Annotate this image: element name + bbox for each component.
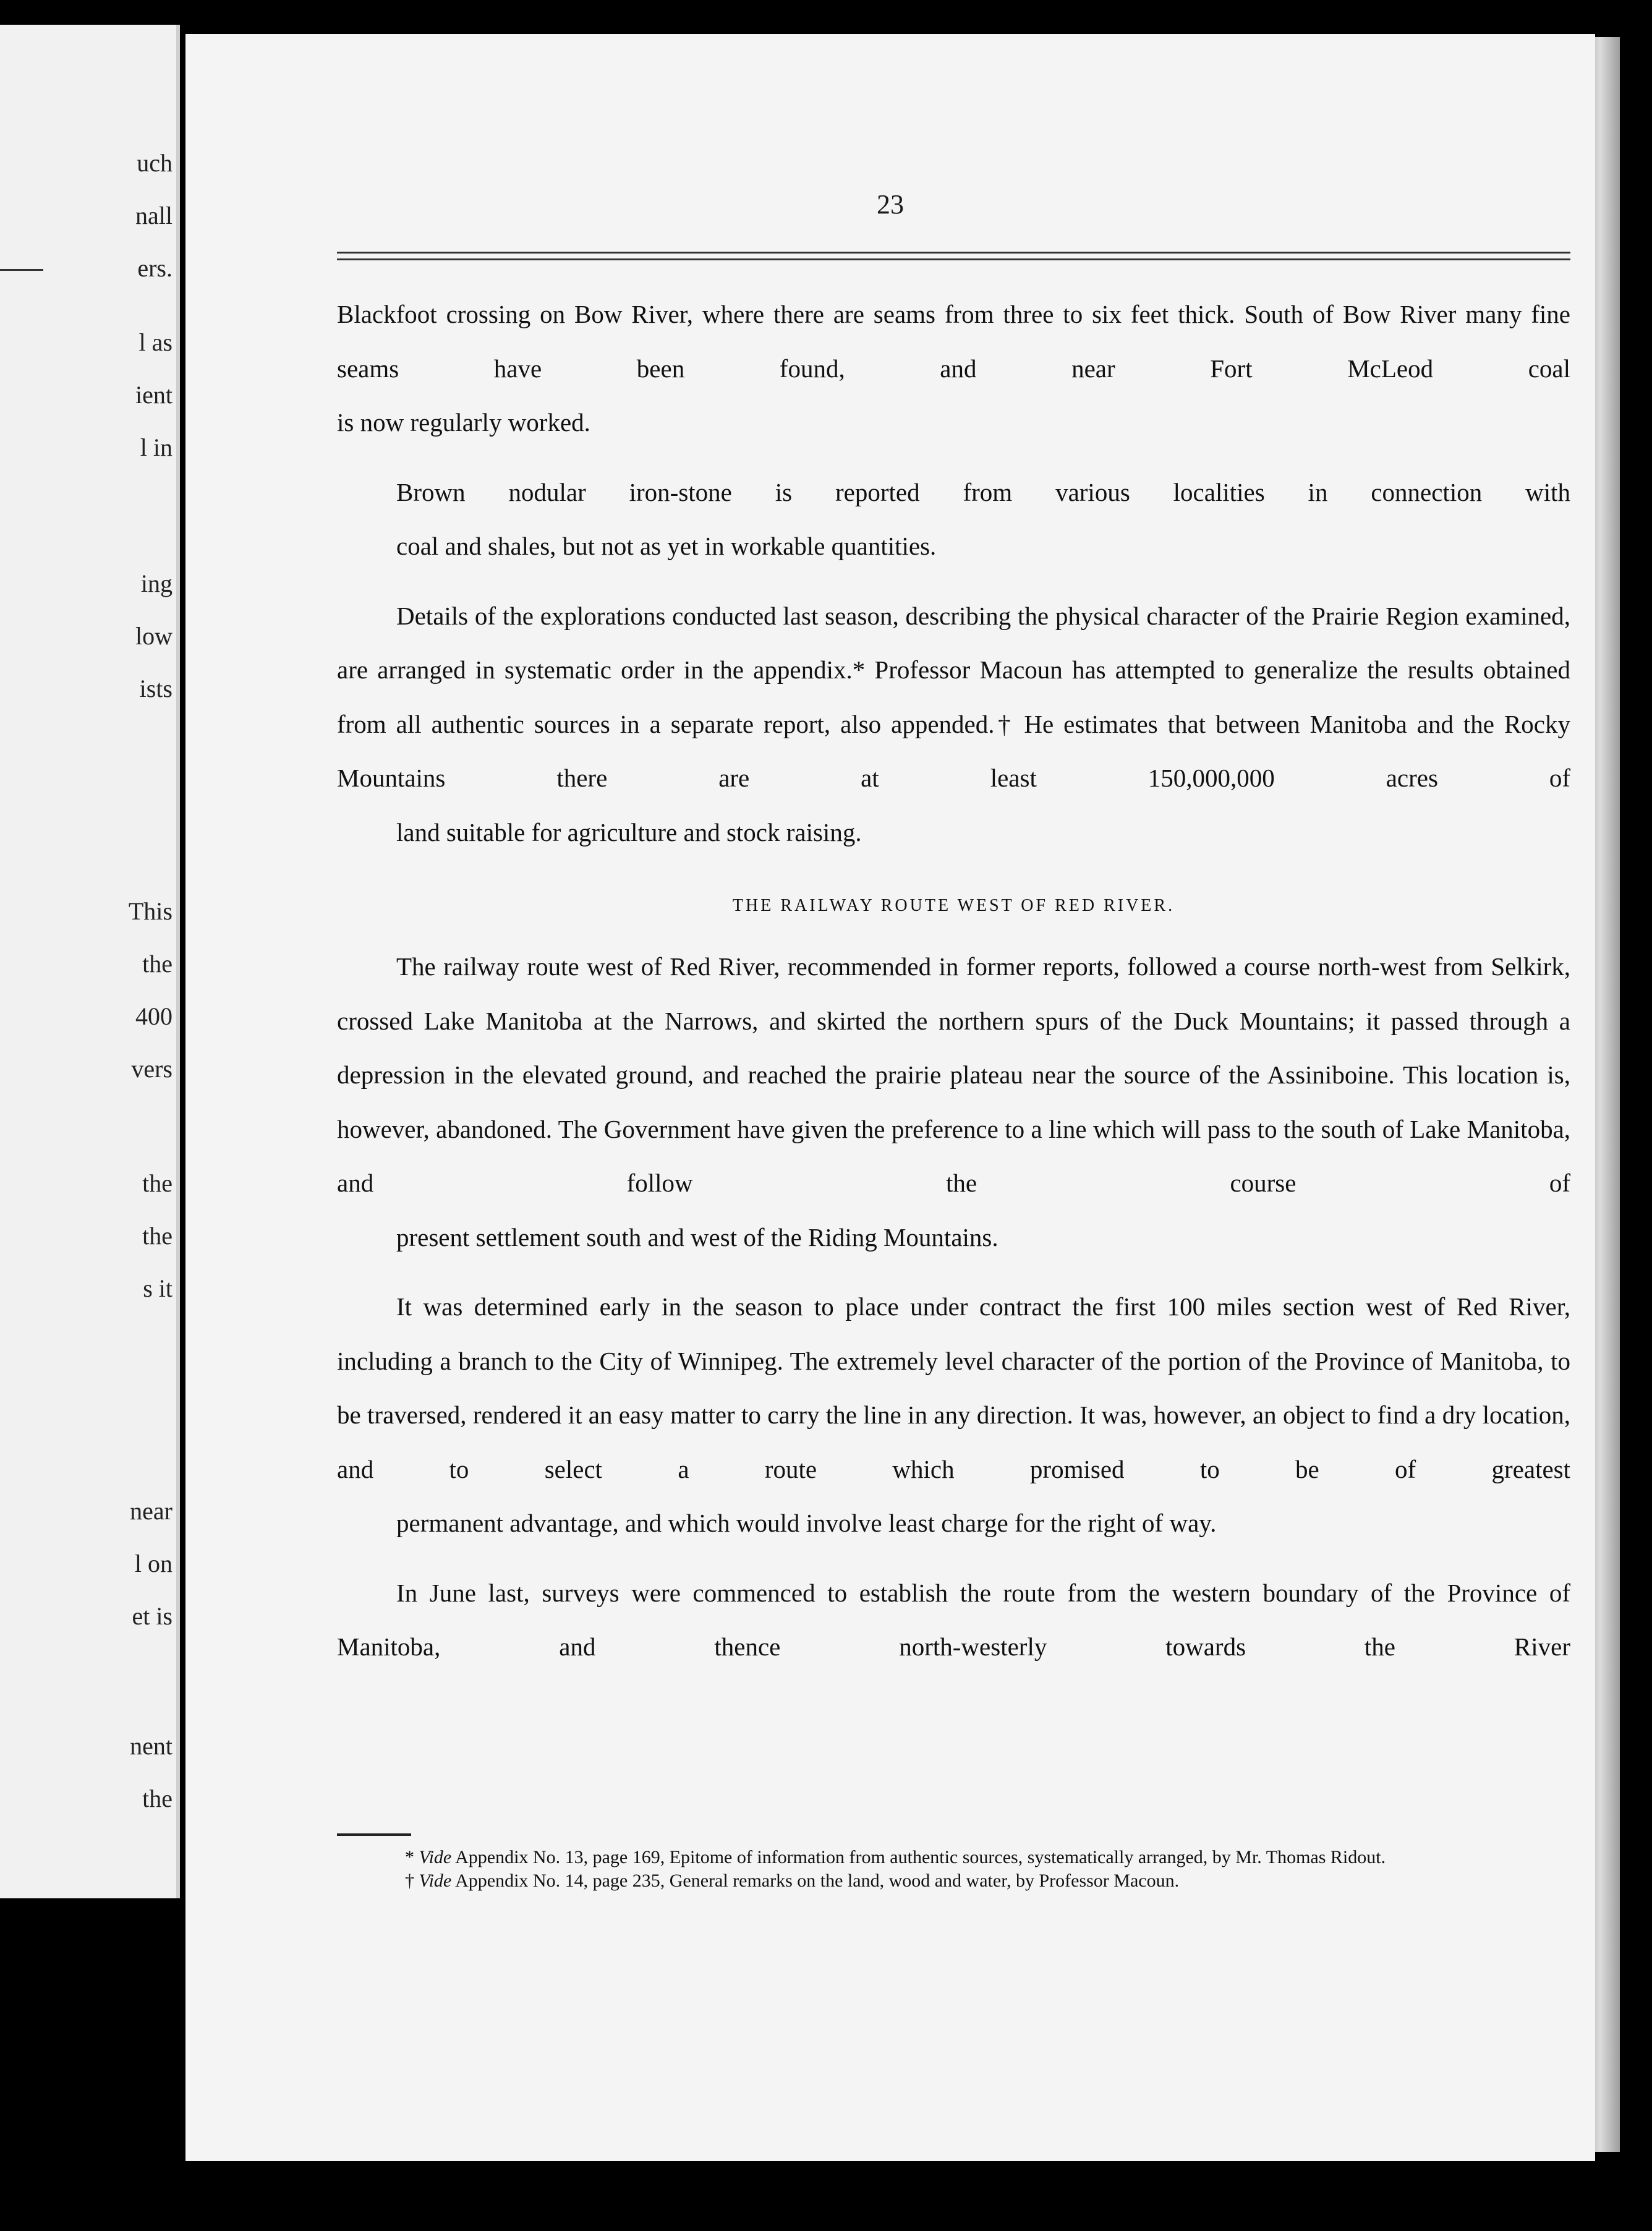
left-page-fragment: This (128, 897, 172, 925)
left-page-fragment: vers (131, 1055, 172, 1083)
left-page-fragment: ists (139, 675, 172, 702)
paragraph: It was determined early in the season to place under contract the first 100 miles section west of Red River, including a branch to the City of Winnipeg. The extremely level character of the portion of the Province of Manitoba, to be traversed, rendered it an easy matter to carry the line in any direction. It was, however, an object to find a dry location, and to select a route which promised to be of greatest permanent advantage, and which would involve least charge for the right of way. (337, 1292, 1571, 1537)
paragraph: The railway route west of Red River, recommended in former reports, followed a course north-west from Selkirk, crossed Lake Manitoba at the Narrows, and skirted the northern spurs of the Duck Mountains; it passed through a depression in the elevated ground, and reached the prairie plateau near the source of the Assiniboine. This location is, however, abandoned. The Government have given the preference to a line which will pass to the south of Lake Manitoba, and follow the course of present settlement south and west of the Riding Mountains. (337, 952, 1571, 1252)
paragraph: Brown nodular iron-stone is reported from various localities in connection with coal and shales, but not as yet in workable quantities. (396, 477, 1570, 560)
footnote: * Vide Appendix No. 13, page 169, Epitome of information from authentic sources, systematically arranged, by Mr. Thomas Ridout. (405, 1847, 1386, 1867)
footnotes (337, 1846, 1570, 1893)
left-page-fragment: ing (140, 569, 172, 597)
left-page-fragment: low (135, 622, 172, 650)
footnote-rule (337, 1833, 411, 1836)
paragraph: Blackfoot crossing on Bow River, where there are seams from three to six feet thick. South of Bow River many fine seams have been found, and near Fort McLeod coal is now regularly worked. (337, 300, 1571, 437)
header-double-rule (337, 252, 1570, 260)
left-page-fragment: l in (140, 433, 172, 461)
page-number: 23 (877, 189, 904, 220)
left-page-fragment: nall (135, 202, 172, 229)
paragraph: Details of the explorations conducted last season, describing the physical character of the Prairie Region examined, are arranged in systematic order in the appendix.* Professor Macoun has attempted to generalize the results obtained from all authentic sources in a separate report, also appended.† He estimates that between Manitoba and the Rocky Mountains there are at least 150,000,000 acres of land suitable for agriculture and stock raising. (337, 601, 1571, 847)
body-text (337, 288, 1570, 1690)
left-page-rule (0, 269, 43, 271)
left-page-fragment: the (142, 1222, 172, 1250)
left-page-fragment: s it (143, 1274, 172, 1302)
left-page-fragment: uch (137, 149, 172, 177)
left-page-fragment: the (142, 1785, 172, 1812)
left-page-fragment: ers. (137, 254, 172, 282)
left-page-fragment: et is (132, 1602, 172, 1630)
left-page-fragment: near (130, 1497, 172, 1525)
paragraph: In June last, surveys were commenced to establish the route from the western boundary of the Province of Manitoba, and thence north-westerly towards the River (337, 1578, 1570, 1661)
section-heading: THE RAILWAY ROUTE WEST OF RED RIVER. (732, 896, 1175, 915)
left-page-fragment: the (142, 1169, 172, 1197)
document-page (185, 34, 1595, 2161)
left-page-fragment: l on (134, 1550, 172, 1577)
left-page-fragment: l as (138, 328, 172, 356)
left-page-fragment: the (142, 950, 172, 978)
left-page-fragment: ient (135, 381, 172, 409)
left-page-fragment: 400 (135, 1002, 172, 1030)
left-facing-page (0, 25, 180, 1898)
left-page-fragment: nent (130, 1732, 172, 1760)
footnote: † Vide Appendix No. 14, page 235, General remarks on the land, wood and water, by Professor Macoun. (405, 1871, 1180, 1891)
